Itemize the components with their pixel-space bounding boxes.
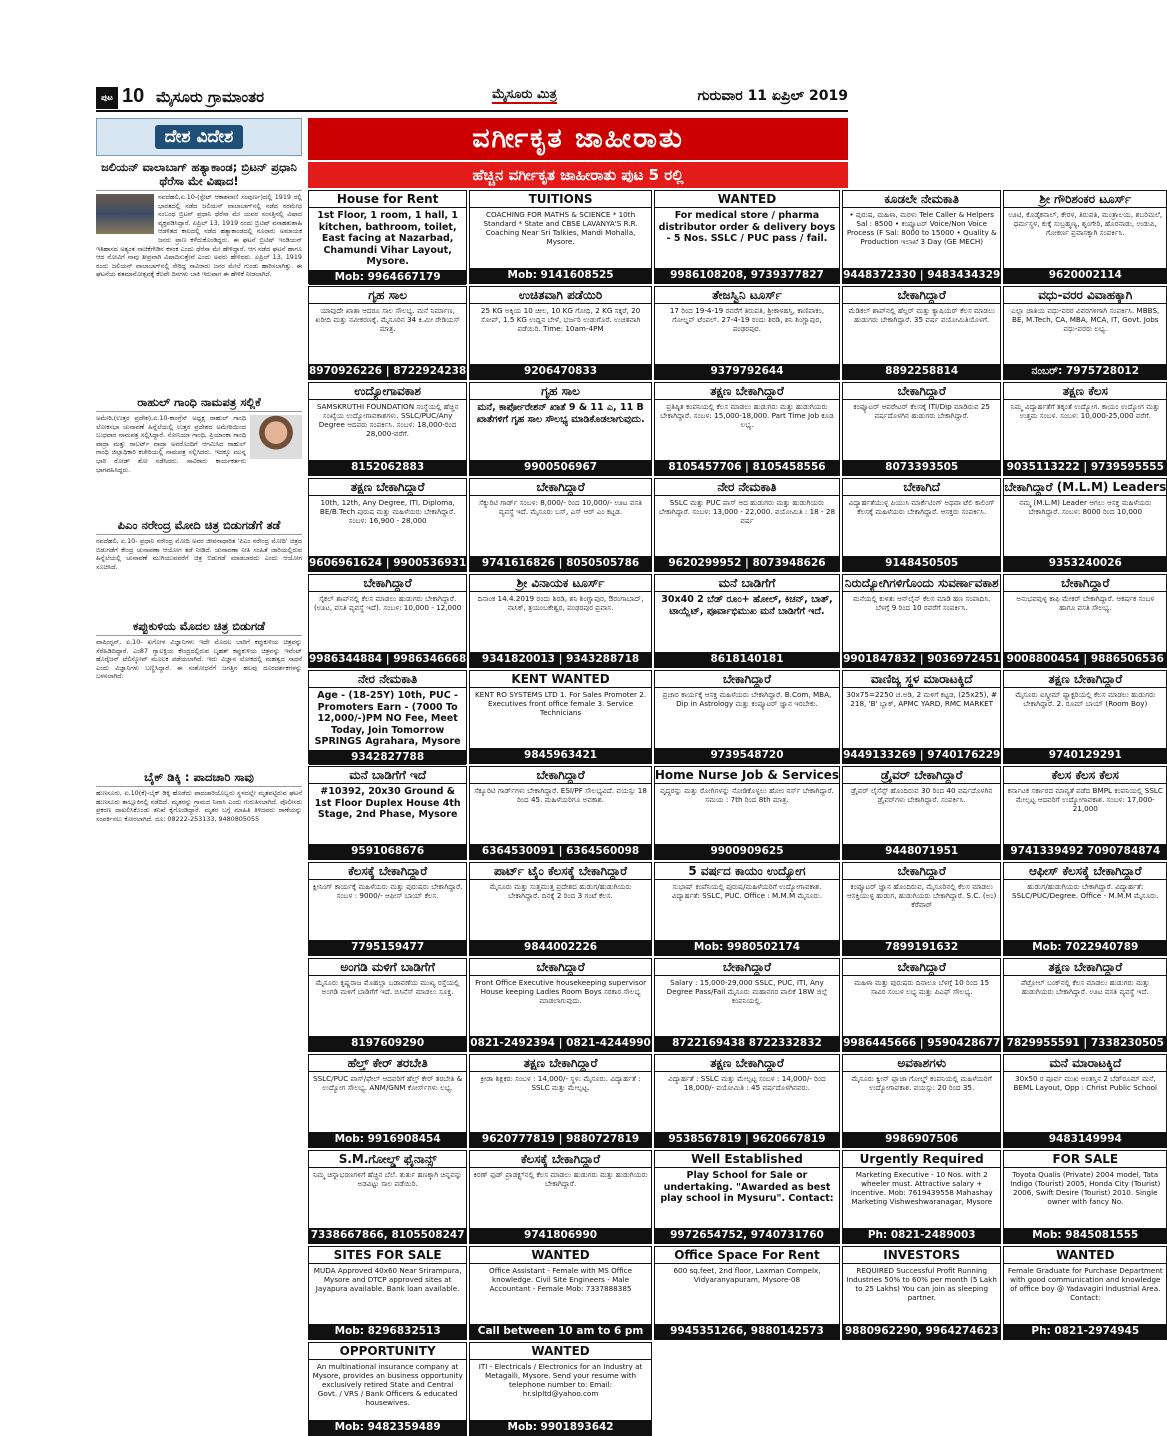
ad-title: ತಕ್ಷಣ ಬೇಕಾಗಿದ್ದಾರೆ bbox=[655, 383, 839, 400]
ad-body: Marketing Executive - 10 Nos. with 2 wheeler must. Attractive salary + incentive. Mob: 7619439558 Mahashay Marketing Vishweshwaranagar, Mysore bbox=[850, 1170, 993, 1206]
ad-body: ಮೆಡಿಕಲ್ ಶಾಪ್‌ನಲ್ಲಿ ಹೆಲ್ಪರ್ ಮತ್ತು ಕ್ಯಾಷಿಯರ್ ಕೆಲಸ ಮಾಡಲು ಹುಡುಗರು ಬೇಕಾಗಿದ್ದಾರೆ. 35 ವರ್ಷ ವಯೋಮಿತಿಯೊಳಗೆ. bbox=[848, 306, 995, 324]
ad-phone: 9986344884 | 9986346668 bbox=[309, 653, 467, 665]
ad-phone: Mob: 9964667179 bbox=[309, 270, 466, 285]
classified-ad bbox=[469, 1246, 652, 1340]
ad-body: ಪ್ರತಿಷ್ಠಿತ ಕಂಪನಿಯಲ್ಲಿ ಕೆಲಸ ಮಾಡಲು ಹುಡುಗರು ಮತ್ತು ಹುಡುಗಿಯರು ಬೇಕಾಗಿದ್ದಾರೆ. ಸಂಬಳ: 15,000-18,000. Part Time Job ಕೂಡ ಲಭ್ಯ. bbox=[660, 402, 834, 429]
ad-title: ತಕ್ಷಣ ಬೇಕಾಗಿದ್ದಾರೆ bbox=[655, 1055, 839, 1072]
classified-ad bbox=[1003, 382, 1167, 476]
ad-title: ತಕ್ಷಣ ಬೇಕಾಗಿದ್ದಾರೆ bbox=[1004, 671, 1166, 688]
classified-ad bbox=[469, 1342, 652, 1436]
ad-body: ಕ್ಲೀನಿಂಗ್ ಕಾರ್ಯಕ್ಕೆ ಮಹಿಳೆಯರು ಮತ್ತು ಪುರುಷರು ಬೇಕಾಗಿದ್ದಾರೆ. ಸಂಬಳ : 9000/- ಆಫೀಸ್ ಬಾಯ್ ಕೆಲಸ. bbox=[312, 882, 463, 900]
ad-body: ಎಲ್ಲಾ ಜಾತಿಯ ವಧು-ವರರ ವಿವರಗಳಿಗಾಗಿ ಸಂಪರ್ಕಿಸಿ. MBBS, BE, M.Tech, CA, MBA, MCA, IT, Govt. Jobs ವಧು-ವರರು ಲಭ್ಯ. bbox=[1011, 306, 1160, 333]
ad-body: ವಿದ್ಯಾರ್ಹತೆಯುಳ್ಳ ಪಿಯುಸಿ ಮಾರ್ಕೆಟಿಂಗ್ ಅಥವಾ ಟೆಲಿ ಕಾಲಿಂಗ್ ಕೆಲಸಕ್ಕೆ ಮಹಿಳೆಯರು ಬೇಕಾಗಿದ್ದಾರೆ. ಆಸಕ್ತರು ಸಂಪರ್ಕಿಸಿ. bbox=[848, 498, 995, 516]
classified-ad bbox=[308, 1246, 467, 1340]
ad-phone: 8197609290 bbox=[309, 1036, 466, 1051]
ad-phone: 7795159477 bbox=[309, 940, 466, 955]
ad-phone: 9880962290, 9964274623 bbox=[844, 1325, 999, 1337]
ad-title: ಶ್ರೀ ವಿನಾಯಕ ಟೂರ್ಸ್ bbox=[470, 575, 651, 592]
ad-phone: 9986108208, 9739377827 bbox=[655, 268, 839, 283]
ad-body: 1st Floor, 1 room, 1 hall, 1 kitchen, bathroom, toilet, East facing at Nazarbad, Chamundi Vihar Layout, Mysore. bbox=[317, 210, 458, 267]
classified-ad bbox=[469, 478, 652, 572]
ad-phone: 9148450505 bbox=[843, 556, 1000, 571]
news-brand-label: ದೇಶ ವಿದೇಶ bbox=[155, 125, 244, 149]
ad-body: ಕಿರಣ್ ಫುಡ್ ಪ್ರಾಡಕ್ಟ್ಸ್‌ನಲ್ಲಿ ಕೆಲಸ ಮಾಡಲು ಹುಡುಗರು ಮತ್ತು ಹುಡುಗಿಯರು ಬೇಕಾಗಿದ್ದಾರೆ. bbox=[473, 1170, 648, 1188]
ad-title: WANTED bbox=[1004, 1247, 1166, 1264]
classified-ad bbox=[469, 766, 652, 860]
ad-title: ನೇರ ನೇಮಕಾತಿ bbox=[655, 479, 839, 496]
ad-phone: 9845963421 bbox=[470, 748, 651, 763]
page-label: ಪುಟ bbox=[96, 87, 118, 109]
ad-body: ನಿಮ್ಮ ವಿದ್ಯಾರ್ಹತೆಗೆ ತಕ್ಕಂತೆ ಉದ್ಯೋಗ. ಕಾಯಂ ಉದ್ಯೋಗ ಮತ್ತು ಉತ್ತಮ ಸಂಬಳ. ಸಂಬಳ: 10,000-25,000 ವರೆಗೆ. bbox=[1010, 402, 1160, 420]
classified-ad bbox=[308, 1150, 467, 1244]
classified-ad bbox=[1003, 574, 1167, 668]
ad-title: 5 ವರ್ಷದ ಕಾಯಂ ಉದ್ಯೋಗ bbox=[655, 863, 839, 880]
ad-title: ಮನೆ ಬಾಡಿಗೆಗೆ ಇದೆ bbox=[309, 767, 466, 784]
story-body: ವಾಷಿಂಗ್ಟನ್, ಏ.10- ಖಗೋಳ ವಿಜ್ಞಾನಿಗಳು ಇದೇ ಮೊದಲ ಬಾರಿಗೆ ಕಪ್ಪುಕುಳಿಯ ಚಿತ್ರವನ್ನು ಸೆರೆಹಿಡಿದಿದ್ದಾರೆ. ಎಂ87 ಗ್ಯಾಲಕ್ಸಿಯ ಕೇಂದ್ರದಲ್ಲಿರುವ ಬೃಹತ್ ಕಪ್ಪುಕುಳಿಯ ಚಿತ್ರವನ್ನು ಇವೆಂಟ್ ಹೊರೈಜನ್ ಟೆಲಿಸ್ಕೋಪ್ ಮೂಲಕ ಪಡೆಯಲಾಗಿದೆ. ಇದು ವಿಜ್ಞಾನ ಲೋಕದಲ್ಲಿ ಮಹತ್ವದ ಸಾಧನೆ ಎಂದು ವಿಜ್ಞಾನಿಗಳು ಬಣ್ಣಿಸಿದ್ದಾರೆ. ಈ ಸಂಶೋಧನೆಗೆ ಜಗತ್ತಿನ ಹಲವು ದೂರದರ್ಶಕಗಳನ್ನು ಬಳಸಲಾಗಿದೆ. bbox=[96, 638, 302, 681]
classified-ad bbox=[469, 958, 652, 1052]
classified-ad bbox=[654, 1246, 840, 1340]
ad-body: SAMSKRUTHI FOUNDATION ಸಂಸ್ಥೆಯಲ್ಲಿ ಹೆಚ್ಚಿನ ಸಂಖ್ಯೆಯ ಉದ್ಯೋಗಾವಕಾಶಗಳು. SSLC/PUC/Any Degree ಆದವರು ಸಂಪರ್ಕಿಸಿ. ಸಂಬಳ: 18,000-ರಿಂದ 28,000-ವರೆಗೆ. bbox=[316, 402, 459, 438]
classified-ad bbox=[469, 382, 652, 476]
classified-ad bbox=[1003, 766, 1167, 860]
ad-title: ಬೇಕಾಗಿದ್ದಾರೆ bbox=[843, 287, 1000, 304]
ad-body: An multinational insurance company at Mysore, provides an business opportunity exclusively retired State and Central Govt. / VRS / Bank Officers & educated housewives. bbox=[312, 1362, 463, 1407]
classified-ad bbox=[469, 286, 652, 380]
classified-ad bbox=[842, 958, 1001, 1052]
classified-ad bbox=[1003, 1150, 1167, 1244]
ad-body: For medical store / pharma distributor order & delivery boys - 5 Nos. SSLC / PUC pass / fail. bbox=[658, 210, 836, 244]
ad-phone: 7338667866, 8105508247 bbox=[310, 1229, 465, 1241]
classified-ad bbox=[308, 958, 467, 1052]
classified-ad bbox=[654, 670, 840, 764]
ad-body: ಊಟಿ, ಕೊಡೈಕನಾಲ್, ಕೇರಳ, ತಿರುಪತಿ, ಮಂತ್ರಾಲಯ, ಶಬರಿಮಲೆ, ಧರ್ಮಸ್ಥಳ, ಕುಕ್ಕೆ ಸುಬ್ರಹ್ಮಣ್ಯ, ಶೃಂಗೇರಿ, ಹೊರನಾಡು, ಉಡುಪಿ, ಗೋಕರ್ಣ ಪ್ರವಾಸಕ್ಕಾಗಿ ಸಂಪರ್ಕಿಸಿ. bbox=[1008, 210, 1163, 237]
ad-phone: 8970926226 | 8722924238 bbox=[309, 365, 467, 377]
ad-title: ಮನೆ ಮಾರಾಟಕ್ಕಿದೆ bbox=[1004, 1055, 1166, 1072]
ad-phone: Ph: 0821-2974945 bbox=[1004, 1324, 1166, 1339]
ad-title: ಬೇಕಾಗಿದ್ದಾರೆ bbox=[655, 959, 839, 976]
ad-title: ಬೇಕಾಗಿದ್ದಾರೆ bbox=[470, 767, 651, 784]
ad-body: ಯಾವುದೇ ಖಾತಾ ಆದರೂ ಸಾಲ ಸೌಲಭ್ಯ. ಮನೆ ನಿರ್ಮಾಣ, ಖರೀದಿ ಮತ್ತು ನವೀಕರಣಕ್ಕೆ. ಮೈಸೂರಿನ 34 ಕಿ.ಮೀ ರೇಡಿಯಸ್ ಮಾತ್ರ. bbox=[315, 306, 460, 333]
ad-body: ಕರ್ನಾಟಕ ಸರ್ಕಾರದ ಮಾನ್ಯತೆ ಪಡೆದ BMPL ಕಂಪನಿಯಲ್ಲಿ SSLC ಮೇಲ್ಪಟ್ಟ ಆದವರಿಗೆ ಉದ್ಯೋಗಾವಕಾಶ. ಸಂಬಳ: 17,000-21,000 bbox=[1007, 786, 1163, 813]
story-body: ನವದೆಹಲಿ,ಏ.10-(ಸ್ಟೇಟ್ ಆಕಾಶವಾಣಿ ಸಂಪುರ್ಣ)ದಲ್ಲಿ 1919 ರಲ್ಲಿ ಭಾರತದಲ್ಲಿ ನಡೆದ ಜಲಿಯನ್ ವಾಲಾಬಾಗ್‌ನಲ್ಲಿ ನಡೆದ ನರಮೇಧ ಸಂಬಂಧ ಬ್ರಿಟನ್ ಪ್ರಧಾನಿ ಥೆರೆಸಾ ಮೇ ಯವರ ಸಂಸತ್ತಿನಲ್ಲಿ ವಿಷಾದ ವ್ಯಕ್ತಪಡಿಸಿದ್ದಾರೆ. ಏಪ್ರಿಲ್ 13, 1919 ರಂದು ಬ್ರಿಟಿಷ್ ವಸಾಹತುಶಾಹಿ ಆಡಳಿತದ ಕಾಲದಲ್ಲಿ ನಡೆದ ಹತ್ಯಾಕಾಂಡದಲ್ಲಿ ನೂರಾರು ಅಮಾಯಕ ಜನರು ಪ್ರಾಣ ಕಳೆದುಕೊಂಡಿದ್ದರು. ಈ ಘಟನೆ ಬ್ರಿಟಿಷ್ ಇಂಡಿಯನ್ ಇತಿಹಾಸದ ಅತ್ಯಂತ ನಾಚಿಕೆಗೇಡಿನ ಕಳಂಕ ಎಂದು ಥೆರೆಸಾ ಮೇ ಹೇಳಿದ್ದಾರೆ. ಆಗ ನಡೆದ ಘಟನೆ ಹಾಗೂ ಆದ ನೋವಿಗೆ ನಾವು ತೀವ್ರವಾಗಿ ವಿಷಾದಿಸುತ್ತೇವೆ ಎಂದು ಅವರು ಹೇಳಿದರು. ಏಪ್ರಿಲ್ 13, 1919 ರಂದು ಜಲಿಯನ್ ವಾಲಾಬಾಗ್‌ನಲ್ಲಿ ಸೇರಿದ್ದ ಸಾವಿರಾರು ಜನರ ಮೇಲೆ ಗುಂಡು ಹಾರಿಸಲಾಗಿತ್ತು. ಈ ಘಟನೆಯ ಶತಮಾನೋತ್ಸವಕ್ಕೆ ಕೆಲವೇ ದಿನಗಳು ಬಾಕಿ ಇರುವಾಗ ಈ ಹೇಳಿಕೆ ನೀಡಲಾಗಿದೆ. bbox=[96, 193, 302, 279]
ad-body: 30x75=2250 ಚ.ಅಡಿ, 2 ಮಳಿಗೆ ಕಟ್ಟಡ, (25x25), # 218, 'B' ಬ್ಲಾಕ್, APMC YARD, RMC MARKET bbox=[846, 690, 997, 708]
ad-title: Well Established bbox=[655, 1151, 839, 1168]
ad-phone: Mob: 9916908454 bbox=[309, 1132, 466, 1147]
ad-title: ವಧು-ವರರ ವಿವಾಹಕ್ಕಾಗಿ bbox=[1004, 287, 1166, 304]
ad-phone: Ph: 0821-2489003 bbox=[843, 1228, 1000, 1243]
ad-title: ಬೇಕಾಗಿದೆ bbox=[843, 479, 1000, 496]
ad-title: ಬೇಕಾಗಿದ್ದಾರೆ bbox=[843, 863, 1000, 880]
newspaper-logo: ಮೈಸೂರು ಮಿತ್ರ bbox=[492, 87, 557, 102]
ad-phone: 7899191632 bbox=[843, 940, 1000, 955]
classified-ad bbox=[469, 574, 652, 668]
ad-body: ಕ್ರೀಡಾ ಶಿಕ್ಷಕರು ಸಂಬಳ : 14,000/- ಸ್ಥಳ: ಮೈಸೂರು. ವಿದ್ಯಾರ್ಹತೆ : SSLC ಮತ್ತು ಮೇಲ್ಪಟ್ಟ. bbox=[480, 1074, 641, 1092]
ad-body: ನಮ್ಮ (M.L.M) Leader ಆಗಲು ಆಸಕ್ತ ಮಹಿಳೆಯರು ಬೇಕಾಗಿದ್ದಾರೆ. ಸಂಬಳ: 8000 ರಿಂದ 10,000 bbox=[1019, 498, 1152, 516]
ad-body: ಪ್ರಚಾರ ಕಾರ್ಯಕ್ಕೆ ಆಸಕ್ತ ಮಹಿಳೆಯರು ಬೇಕಾಗಿದ್ದಾರೆ. B.Com, MBA, Dip in Astrology ಮತ್ತು ಕಂಪ್ಯೂಟರ್ ಜ್ಞಾನ ಇರಬೇಕು. bbox=[662, 690, 832, 708]
story-headline: ರಾಹುಲ್ ಗಾಂಧಿ ನಾಮಪತ್ರ ಸಲ್ಲಿಕೆ bbox=[96, 395, 302, 412]
ad-body: COACHING FOR MATHS & SCIENCE * 10th Standard * State and CBSE LAVANYA'S R.R. Coaching Near Sri Talkies, Mandi Mohalla, Mysore. bbox=[483, 210, 638, 246]
classified-ad bbox=[308, 382, 467, 476]
ad-body: ಡ್ರೈವರ್ ಲೈಸೆನ್ಸ್ ಹೊಂದಿರುವ 30 ರಿಂದ 40 ವರ್ಷದೊಳಗಿನ ಡ್ರೈವರ್‌ಗಳು ಬೇಕಾಗಿದ್ದಾರೆ. ಸಂಪರ್ಕಿಸಿ. bbox=[851, 786, 993, 804]
ad-phone: 9740129291 bbox=[1004, 748, 1166, 763]
classified-ad bbox=[654, 190, 840, 284]
ad-body: ಸೈಕಲ್ ಶಾಪ್‌ನಲ್ಲಿ ಕೆಲಸ ಮಾಡಲು ಹುಡುಗರು ಬೇಕಾಗಿದ್ದಾರೆ. (ಊಟ, ವಸತಿ ವ್ಯವಸ್ಥೆ ಇದೆ). ಸಂಬಳ: 10,000 - 12,000 bbox=[313, 594, 462, 612]
ad-phone: 9206470833 bbox=[470, 364, 651, 379]
ad-phone: 9353240026 bbox=[1004, 556, 1166, 571]
classified-ad bbox=[308, 574, 467, 668]
classified-ad bbox=[842, 1246, 1001, 1340]
ad-phone: 6364530091 | 6364560098 bbox=[470, 844, 651, 859]
ad-body: 600 sq.feet, 2nd floor, Laxman Compelx, Vidyaranyapuram, Mysore-08 bbox=[673, 1266, 821, 1284]
ad-phone: 9741339492 7090784874 bbox=[1004, 844, 1166, 859]
ad-title: ಬೇಕಾಗಿದ್ದಾರೆ bbox=[1004, 575, 1166, 592]
classified-ad bbox=[654, 1150, 840, 1244]
ad-title: WANTED bbox=[470, 1343, 651, 1360]
ad-body: ಮೈಸೂರು ಮತ್ತು ಸುತ್ತಮುತ್ತ ಪ್ರದೇಶದ ಹುಡುಗ/ಹುಡುಗಿಯರು ಬೇಕಾಗಿದ್ದಾರೆ. ದಿನಕ್ಕೆ 2 ರಿಂದ 3 ಗಂಟೆ ಕೆಲಸ. bbox=[489, 882, 632, 900]
ad-phone: 9342827788 bbox=[309, 750, 466, 765]
classified-ad bbox=[1003, 286, 1167, 380]
ad-phone: Mob: 9901893642 bbox=[470, 1420, 651, 1435]
ad-phone: 8892258814 bbox=[843, 364, 1000, 379]
ad-title: Urgently Required bbox=[843, 1151, 1000, 1168]
ad-body: Female Graduate for Purchase Department with good communication and knowledge of office boy @ Yadavagiri Industrial Area. Contact: bbox=[1007, 1266, 1163, 1302]
ad-title: ಬೇಕಾಗಿದ್ದಾರೆ (M.L.M) Leaders bbox=[1004, 480, 1167, 494]
ad-body: 10th, 12th, Any Degree, ITI, Diploma, BE/B.Tech ಪುರುಷ ಮತ್ತು ಮಹಿಳೆಯರು ಬೇಕಾಗಿದ್ದಾರೆ. ಸಂಬಳ: 16,900 - 28,000 bbox=[319, 498, 456, 525]
classified-ad bbox=[1003, 862, 1167, 956]
ad-body: ಸುಭಾಷ್ ಕಂಪೆನಿಯಲ್ಲಿ ಪುರುಷ/ಮಹಿಳೆಯರಿಗೆ ಉದ್ಯೋಗಾವಕಾಶ. ವಿದ್ಯಾರ್ಹತೆ: SSLC, PUC. Office : M.M.M ಮೈಸೂರು. bbox=[671, 882, 823, 900]
classified-ad bbox=[308, 1054, 467, 1148]
ad-title: ವಾಣಿಜ್ಯ ಸ್ಥಳ ಮಾರಾಟಕ್ಕಿದೆ bbox=[843, 671, 1000, 688]
ad-phone: 9035113222 | 9739595555 bbox=[1004, 460, 1166, 475]
ad-body: Toyota Qualis (Private) 2004 model, Tata Indigo (Tourist) 2005, Honda City (Tourist) 2006, Swift Desire (Tourist) 2010. Single owner with fancy No. bbox=[1010, 1170, 1161, 1206]
ad-body: MUDA Approved 40x60 Near Srirampura, Mysore and DTCP approved sites at Jayapura available. Bank loan available. bbox=[313, 1266, 462, 1293]
classified-ad bbox=[654, 478, 840, 572]
ad-title: ಕೆಲಸಕ್ಕೆ ಬೇಕಾಗಿದ್ದಾರೆ bbox=[470, 1151, 651, 1168]
ad-phone: 9448372330 | 9483434329 bbox=[843, 269, 1001, 281]
classified-ad bbox=[654, 382, 840, 476]
classified-ad bbox=[654, 958, 840, 1052]
ad-title: ಕೂಡಲೇ ನೇಮಕಾತಿ bbox=[843, 191, 1000, 208]
news-story bbox=[96, 518, 302, 615]
classified-ad bbox=[1003, 958, 1167, 1052]
ad-title: ಉದ್ಯೋಗಾವಕಾಶ bbox=[309, 383, 466, 400]
masthead bbox=[96, 84, 848, 112]
ad-body: ವೃದ್ಧರನ್ನು ಮತ್ತು ರೋಗಿಗಳನ್ನು ನೋಡಿಕೊಳ್ಳಲು ಹೋಂ ನರ್ಸ್ ಬೇಕಾಗಿದ್ದಾರೆ. ಸಮಯ : 7th ರಿಂದ 8th ಮಾತ್ರ. bbox=[660, 786, 834, 804]
classified-ad bbox=[1003, 1054, 1167, 1148]
ad-phone: Mob: 8296832513 bbox=[309, 1324, 466, 1339]
ad-phone: 9379792644 bbox=[655, 364, 839, 379]
story-headline: ಕಪ್ಪುಕುಳಿಯ ಮೊದಲ ಚಿತ್ರ ಬಿಡುಗಡೆ bbox=[96, 619, 302, 636]
ad-body: SSLC ಮತ್ತು PUC ಪಾಸ್ ಆದ ಹುಡುಗರು ಮತ್ತು ಹುಡುಗಿಯರು ಬೇಕಾಗಿದ್ದಾರೆ. ಸಂಬಳ: 13,000 - 22,000. ವಯೋಮಿತಿ : 18 - 28 ವರ್ಷ bbox=[658, 498, 836, 525]
ad-body: ನಿಮ್ಮ ಚಿನ್ನಾಭರಣಗಳಿಗೆ ಹೆಚ್ಚಿನ ಬೆಲೆ. ತುರ್ತು ಹಣಕ್ಕಾಗಿ ಚಿನ್ನವನ್ನು ಅಡವಿಟ್ಟು ಸಾಲ ಪಡೆಯಿರಿ. bbox=[313, 1170, 463, 1188]
news-story bbox=[96, 395, 302, 514]
ad-title: SITES FOR SALE bbox=[309, 1247, 466, 1264]
classified-ad bbox=[842, 766, 1001, 860]
ad-phone: Mob: 9980502174 bbox=[655, 940, 839, 955]
ad-title: ಉಚಿತವಾಗಿ ಪಡೆಯಿರಿ bbox=[470, 287, 651, 304]
ad-title: WANTED bbox=[470, 1247, 651, 1264]
ad-phone: 9900506967 bbox=[470, 460, 651, 475]
ad-title: ತಕ್ಷಣ ಬೇಕಾಗಿದ್ದಾರೆ bbox=[309, 479, 466, 496]
ad-phone: Call between 10 am to 6 pm bbox=[470, 1324, 651, 1339]
ad-body: ಕಂಪ್ಯೂಟರ್ ಜ್ಞಾನ ಹೊಂದಿರುವ, ಮೈಸೂರಿನಲ್ಲಿ ಕೆಲಸ ಮಾಡಲು ಆಸಕ್ತಿಯುಳ್ಳ ಹುಡುಗ, ಹುಡುಗಿಯರು ಬೇಕಾಗಿದ್ದಾರೆ. S.C. (ಅಂ) ಕೆರೆವಾರ್ bbox=[847, 882, 997, 909]
ad-body: ITI - Electricals / Electronics for an Industry at Metagalli, Mysore. Send your resume with telephone number to: Email: hr.slpltd@yahoo.com bbox=[478, 1362, 643, 1398]
news-story bbox=[96, 160, 302, 391]
portrait-photo bbox=[250, 415, 302, 459]
ad-body: 30x40 2 ಬೆಡ್ ರೂಂ+ ಹೋಲ್, ಕಿಚನ್, ಬಾತ್, ಟಾಯ್ಲೆಟ್, ಪೂರ್ವಾಭಿಮುಖ ಮನೆ ಬಾಡಿಗೆಗೆ ಇದೆ. bbox=[661, 594, 833, 617]
classified-ad bbox=[469, 1054, 652, 1148]
ad-title: ಗೃಹ ಸಾಲ bbox=[309, 287, 466, 304]
ad-body: ಮನೆ, ಕಾರ್ಪೋರೇಶನ್ ಖಾತೆ 9 & 11 ಎ, 11 B ಖಾತೆಗಳಿಗೆ ಗೃಹ ಸಾಲ ಸೌಲಭ್ಯ ಮಾಡಿಕೊಡಲಾಗುವುದು. bbox=[476, 402, 645, 425]
ad-title: ಬೇಕಾಗಿದ್ದಾರೆ bbox=[309, 575, 466, 592]
classified-ad bbox=[1003, 670, 1167, 764]
classified-ad bbox=[308, 286, 467, 380]
ad-title: ಹೆಲ್ತ್ ಕೇರ್ ತರಬೇತಿ bbox=[309, 1055, 466, 1072]
classified-ad bbox=[308, 1342, 467, 1436]
ad-body: ಮನೆಯಲ್ಲಿ ಕುಳಿತು ಆನ್‌ಲೈನ್ ಕೆಲಸ ಮಾಡಿ ಹಣ ಸಂಪಾದಿಸಿ. ಬೆಳಗ್ಗೆ 9 ರಿಂದ 10 ರವರೆಗೆ ಸಂಪರ್ಕಿಸಿ. bbox=[852, 594, 991, 612]
story-body: ಅಮೇಠಿ,(ಉತ್ತರ ಪ್ರದೇಶ),ಏ.10-ಕಾಂಗ್ರೆಸ್ ಅಧ್ಯಕ್ಷ ರಾಹುಲ್ ಗಾಂಧಿ ಲೋಕಸಭಾ ಚುನಾವಣೆ ಹಿನ್ನೆಲೆಯಲ್ಲಿ ಉತ್ತರ ಪ್ರದೇಶದ ಅಮೇಠಿಯಿಂದ ಬುಧವಾರ ನಾಮಪತ್ರ ಸಲ್ಲಿಸಿದ್ದಾರೆ. ಸೋನಿಯಾ ಗಾಂಧಿ, ಪ್ರಿಯಾಂಕಾ ಗಾಂಧಿ ವಾದ್ರಾ ಮತ್ತು ರಾಬರ್ಟ್ ವಾದ್ರಾ ಅವರೊಂದಿಗೆ ಆಗಮಿಸಿದ ರಾಹುಲ್ ಗಾಂಧಿ ಜಿಲ್ಲಾಧಿಕಾರಿ ಕಚೇರಿಯಲ್ಲಿ ನಾಮಪತ್ರ ಸಲ್ಲಿಸಿದರು. ಇದಕ್ಕೂ ಮುನ್ನ ಭಾರಿ ರೋಡ್ ಶೋ ನಡೆಸಿದರು. ಸಾವಿರಾರು ಕಾರ್ಯಕರ್ತರು ಭಾಗವಹಿಸಿದ್ದರು. bbox=[96, 414, 246, 474]
ad-title: ತೇಜಸ್ವಿನಿ ಟೂರ್ಸ್ bbox=[655, 287, 839, 304]
ad-body: ವಿದ್ಯಾರ್ಹತೆ : SSLC ಮತ್ತು ಮೇಲ್ಪಟ್ಟ ಸಂಬಳ : 14,000/- ರಿಂದ 18,000/- ವಯೋಮಿತಿ : 45 ವರ್ಷದೊಳಗಿನವರು. bbox=[668, 1074, 826, 1092]
ad-body: ಮೈಸೂರು ಕೃಷ್ಣರಾಜ ಮೊಹಲ್ಲಾ ಬಡಾವಣೆಯ ಮುಖ್ಯ ರಸ್ತೆಯಲ್ಲಿ ಅಂಗಡಿ ಮಳಿಗೆ ಬಾಡಿಗೆಗೆ ಇದೆ. ಬಿಸಿನೆಸ್ ಮಾಡಲು ಸೂಕ್ತ. bbox=[315, 978, 460, 996]
ad-phone: 9620777819 | 9880727819 bbox=[470, 1132, 651, 1147]
ad-phone: 9972654752, 9740731760 bbox=[655, 1228, 839, 1243]
ad-title: Office Space For Rent bbox=[655, 1247, 839, 1264]
story-headline: ಬೈಕ್ ಡಿಕ್ಕಿ : ಪಾದಚಾರಿ ಸಾವು bbox=[96, 770, 302, 787]
ad-title: ಬೇಕಾಗಿದ್ದಾರೆ bbox=[470, 959, 651, 976]
ad-title: WANTED bbox=[655, 191, 839, 208]
ad-title: ತಕ್ಷಣ ಕೆಲಸ bbox=[1004, 383, 1166, 400]
classified-ad bbox=[308, 862, 467, 956]
news-brand bbox=[96, 118, 302, 156]
ad-phone: 7829955591 | 7338230505 bbox=[1004, 1036, 1166, 1051]
classified-ad bbox=[1003, 478, 1167, 572]
ad-phone: 9538567819 | 9620667819 bbox=[655, 1132, 839, 1147]
classified-ad bbox=[654, 574, 840, 668]
ad-title: ಡ್ರೈವರ್ ಬೇಕಾಗಿದ್ದಾರೆ bbox=[843, 767, 1000, 784]
classified-ad bbox=[842, 286, 1001, 380]
ad-phone: 9844002226 bbox=[470, 940, 651, 955]
ad-body: 25 KG ಅಕ್ಕಿಯ 10 ಚೀಲ, 10 KG ಗೋಧಿ, 2 KG ಸಕ್ಕರೆ, 20 ಸೋಪ್, 1.5 KG ಉದ್ದಿನ ಬೇಳೆ, ಭರ್ಜರಿ ಉಡುಗೊರೆ. ಉಚಿತವಾಗಿ ಪಡೆಯಿರಿ. Time: 10am-4PM bbox=[480, 306, 641, 333]
ad-phone: 9986445666 | 9590428677 bbox=[843, 1037, 1001, 1049]
ad-phone: 9591068676 bbox=[309, 844, 466, 859]
ad-body: ಮೈಸೂರು ಐಸ್ಕ್ರೀಮ್ ಫ್ಯಾಕ್ಟರಿಯಲ್ಲಿ ಕೆಲಸ ಮಾಡಲು ಹುಡುಗರು ಬೇಕಾಗಿದ್ದಾರೆ. 2. ರೂಮ್ ಬಾಯ್ (Room Boy) bbox=[1015, 690, 1156, 708]
classified-ad bbox=[842, 190, 1001, 284]
ad-phone: 9901847832 | 9036972451 bbox=[843, 653, 1001, 665]
ad-body: ಸೆಕ್ಯೂರಿಟಿ ಗಾರ್ಡ್‌ಗಳು ಬೇಕಾಗಿದ್ದಾರೆ. ESI/PF ಸೌಲಭ್ಯವಿದೆ. ವಯಸ್ಸು 18 ರಿಂದ 45. ಮಹಿಳೆಯರಿಗೂ ಅವಕಾಶ. bbox=[474, 786, 647, 804]
ad-phone: 9739548720 bbox=[655, 748, 839, 763]
ad-body: ಪೆಟ್ರೋಲ್ ಬಂಕ್‌ನಲ್ಲಿ ಕೆಲಸ ಮಾಡಲು ಹುಡುಗರು ಮತ್ತು ಹುಡುಗಿಯರು ಬೇಕಾಗಿದ್ದಾರೆ. ಊಟ ವಸತಿ ವ್ಯವಸ್ಥೆ ಇದೆ. bbox=[1020, 978, 1150, 996]
classified-ad bbox=[308, 670, 467, 764]
ad-body: • ಪುರುಷ, ಮಹಿಳಾ, ಮರಳು Tele Caller & Helpers Sal : 8500 • ಕಂಪ್ಯೂಟರ್ Voice/Non Voice Process (F Sal: 8000 to 15000 • Quality & Production ಇಲಾಖೆ 3 Day (GE MECH) bbox=[846, 210, 997, 246]
ad-body: Office Assistant - Female with MS Office knowledge. Civil Site Engineers - Male Accountant - Female Mob: 7337888385 bbox=[489, 1266, 633, 1293]
ad-body: 17 ರಿಂದ 19-4-19 ರವರೆಗೆ ತಿರುಪತಿ, ಶ್ರೀಕಾಳಹಸ್ತಿ, ಕಾಣಿಪಾಕಂ, ಗೋಲ್ಡನ್ ಟೆಂಪಲ್. 27-4-19 ರಂದು ಶಿರಡಿ, ಶನಿ ಶಿಂಗ್ಣಾಪುರ, ಪಂಢರಪುರ. bbox=[669, 306, 825, 333]
classified-ad bbox=[654, 1054, 840, 1148]
ad-body: Salary : 15,000-29,000 SSLC, PUC, ITI, Any Degree Pass/Fail ಮೈಸೂರು ಮಹಾನಗರ ಪಾಲಿಕೆ 18W ಜಿಲ್ಲೆ ಕಂಪನಿಯಲ್ಲಿ. bbox=[666, 978, 828, 1005]
ad-title: House for Rent bbox=[309, 191, 466, 208]
story-headline: ಜಲಿಯನ್ ವಾಲಾಬಾಗ್ ಹತ್ಯಾಕಾಂಡ; ಬ್ರಿಟನ್ ಪ್ರಧಾನಿ ಥೆರೆಸಾ ಮೇ ವಿಷಾದ! bbox=[96, 160, 302, 191]
ad-title: ಅವಕಾಶಗಳು bbox=[843, 1055, 1000, 1072]
ad-body: ಹುಡುಗ/ಹುಡುಗಿಯರು ಬೇಕಾಗಿದ್ದಾರೆ. ವಿದ್ಯಾರ್ಹತೆ: SSLC/PUC/Degree. Office - M.M.M ಮೈಸೂರು. bbox=[1011, 882, 1159, 900]
ad-body: REQUIRED Successful Profit Running Industries 50% to 60% per month (5 Lakh to 25 Lakhs) You can join as sleeping partner. bbox=[846, 1266, 997, 1302]
ad-body: ಸೆಕ್ಯುರಿಟಿ ಗಾರ್ಡ್ ಸಂಬಳ: 8,000/- ರಿಂದ 10,000/- ಊಟ ವಸತಿ ವ್ಯವಸ್ಥೆ ಇದೆ. ಮೈಸೂರು ಬಸ್, ಎಸ್ ಆರ್ ಎಂ ಕಟ್ಟಡ. bbox=[479, 498, 643, 516]
ad-phone: Mob: 9845081555 bbox=[1004, 1228, 1166, 1243]
classified-ad bbox=[308, 190, 467, 284]
ad-title: ತಕ್ಷಣ ಬೇಕಾಗಿದ್ದಾರೆ bbox=[1004, 959, 1166, 976]
ad-title: ಬೇಕಾಗಿದ್ದಾರೆ bbox=[470, 479, 651, 496]
ad-phone: 8722169438 8722332832 bbox=[655, 1036, 839, 1051]
ad-phone: 9741806990 bbox=[470, 1228, 651, 1243]
ad-title: ತಕ್ಷಣ ಬೇಕಾಗಿದ್ದಾರೆ bbox=[470, 1055, 651, 1072]
ad-body: ದಿನಾಂಕ 14.4.2019 ರಂದು ಶಿರಡಿ, ಶನಿ ಶಿಂಗ್ಣಾಪುರ, ಔರಂಗಾಬಾದ್, ನಾಸಿಕ್, ತ್ರಯಂಬಕೇಶ್ವರ, ಪಂಢರಪುರ ಪ್ರವಾಸ. bbox=[477, 594, 644, 612]
ad-title: S.M.ಗೋಲ್ಡ್ ಫೈನಾನ್ಸ್ bbox=[309, 1151, 466, 1168]
ad-title: OPPORTUNITY bbox=[309, 1343, 466, 1360]
ad-phone: Mob: 7022940789 bbox=[1004, 940, 1166, 955]
newspaper-page bbox=[96, 84, 1167, 1433]
classified-ad bbox=[1003, 190, 1167, 284]
ad-title: ಕೆಲಸಕ್ಕೆ ಬೇಕಾಗಿದ್ದಾರೆ bbox=[309, 863, 466, 880]
classifieds-section bbox=[308, 118, 1167, 1433]
section-title: ಮೈಸೂರು ಗ್ರಾಮಾಂತರ bbox=[156, 88, 265, 106]
classified-ad bbox=[654, 286, 840, 380]
classified-ad bbox=[469, 862, 652, 956]
ad-title: ಅಂಗಡಿ ಮಳಿಗೆ ಬಾಡಿಗೆಗೆ bbox=[309, 959, 466, 976]
ad-phone: 9449133269 | 9740176229 bbox=[843, 749, 1001, 761]
ad-title: ಬೇಕಾಗಿದ್ದಾರೆ bbox=[843, 383, 1000, 400]
ad-title: ಪಾರ್ಟ್ ಟೈಂ ಕೆಲಸಕ್ಕೆ ಬೇಕಾಗಿದ್ದಾರೆ bbox=[470, 863, 651, 880]
ad-title: ನಿರುದ್ಯೋಗಿಗಳಿಗೊಂದು ಸುವರ್ಣಾವಕಾಶ bbox=[844, 576, 999, 590]
parliament-photo bbox=[96, 194, 154, 234]
ad-phone: 8105457706 | 8105458556 bbox=[655, 460, 839, 475]
ad-phone: 9945351266, 9880142573 bbox=[655, 1324, 839, 1339]
ad-body: #10392, 20x30 Ground & 1st Floor Duplex House 4th Stage, 2nd Phase, Mysore bbox=[314, 786, 461, 820]
story-headline: ಪಿಎಂ ನರೇಂದ್ರ ಮೋದಿ ಚಿತ್ರ ಬಿಡುಗಡೆಗೆ ತಡೆ bbox=[96, 518, 302, 535]
classified-ad bbox=[842, 862, 1001, 956]
story-body: ನವದೆಹಲಿ, ಏ.10- ಪ್ರಧಾನಿ ನರೇಂದ್ರ ಮೋದಿ ಅವರ ಜೀವನಾಧಾರಿತ 'ಪಿಎಂ ನರೇಂದ್ರ ಮೋದಿ' ಚಿತ್ರದ ಬಿಡುಗಡೆಗೆ ಕೇಂದ್ರ ಚುನಾವಣಾ ಆಯೋಗ ತಡೆ ನೀಡಿದೆ. ಚುನಾವಣಾ ನೀತಿ ಸಂಹಿತೆ ಜಾರಿಯಲ್ಲಿರುವ ಹಿನ್ನೆಲೆಯಲ್ಲಿ ಚುನಾವಣೆ ಮುಗಿಯುವವರೆಗೆ ಚಿತ್ರ ಬಿಡುಗಡೆ ಮಾಡಬಾರದು ಎಂದು ಆಯೋಗ ಸೂಚಿಸಿದೆ. bbox=[96, 537, 302, 571]
classifieds-subbanner: ಹೆಚ್ಚಿನ ವರ್ಗೀಕೃತ ಜಾಹೀರಾತು ಪುಟ 5 ರಲ್ಲಿ bbox=[308, 160, 848, 188]
ad-title: TUITIONS bbox=[470, 191, 651, 208]
ad-body: Age - (18-25Y) 10th, PUC - Promoters Earn - (7000 To 12,000/-)PM NO Fee, Meet Today, Join Tomorrow SPRINGS Agrahara, Mysore bbox=[314, 690, 461, 747]
classified-ad bbox=[842, 382, 1001, 476]
ad-body: 30x50 ರ ಪೂರ್ವ ಮುಖ ಅಂತಸ್ತಿನ 2 ಬೆಡ್‌ರೂಮ್ ಮನೆ, BEML Layout, Opp : Christ Public School bbox=[1013, 1074, 1158, 1092]
ad-grid bbox=[308, 190, 1167, 1436]
classified-ad bbox=[842, 1150, 1001, 1244]
ad-title: ಶ್ರೀ ಗೌರಿಶಂಕರ ಟೂರ್ಸ್ bbox=[1004, 191, 1166, 208]
ad-phone: 9448071951 bbox=[843, 844, 1000, 859]
ad-title: ಬೇಕಾಗಿದ್ದಾರೆ bbox=[655, 671, 839, 688]
ad-phone: 8073393505 bbox=[843, 460, 1000, 475]
classified-ad bbox=[842, 1054, 1001, 1148]
ad-body: Play School for Sale or undertaking. "Awarded as best play school in Mysuru". Contact: bbox=[660, 1170, 834, 1204]
ad-phone: 9483149994 bbox=[1004, 1132, 1166, 1147]
classified-ad bbox=[1003, 1246, 1167, 1340]
story-body: ಹುಣಸೂರು, ಏ.10(ಕೆ)-ಬೈಕ್ ಡಿಕ್ಕಿ ಹೊಡೆದು ಪಾದಚಾರಿಯೊಬ್ಬರು ಸ್ಥಳದಲ್ಲೇ ಮೃತಪಟ್ಟಿರುವ ಘಟನೆ ಹುಣಸೂರು ತಾಲ್ಲೂಕಿನಲ್ಲಿ ನಡೆದಿದೆ. ಮೃತರನ್ನು ಗ್ರಾಮದ ನಿವಾಸಿ ಎಂದು ಗುರುತಿಸಲಾಗಿದೆ. ಪೊಲೀಸರು ಪ್ರಕರಣ ದಾಖಲಿಸಿಕೊಂಡು ತನಿಖೆ ಕೈಗೊಂಡಿದ್ದಾರೆ. ಮೃತರ ಬಗ್ಗೆ ಮಾಹಿತಿ ತಿಳಿದವರು ಠಾಣೆಯನ್ನು ಸಂಪರ್ಕಿಸಲು ಕೋರಲಾಗಿದೆ. ದೂ: 08222-253133, 9480805055 bbox=[96, 789, 302, 823]
ad-body: Front Office Executive housekeeping supervisor House keeping Ladies Room Boys ಸರಕಾರ ಸೌಲಭ್ಯ ಮಾಡಲಾಗುವುದು. bbox=[475, 978, 647, 1005]
ad-title: INVESTORS bbox=[843, 1247, 1000, 1264]
ad-title: ಕೆಲಸ ಕೆಲಸ ಕೆಲಸ bbox=[1004, 767, 1166, 784]
ad-title: Home Nurse Job & Services bbox=[654, 768, 840, 782]
ad-body: KENT RO SYSTEMS LTD 1. For Sales Promoter 2. Executives front office female 3. Service Technicians bbox=[474, 690, 647, 717]
ad-phone: 9986907506 bbox=[843, 1132, 1000, 1147]
classified-ad bbox=[654, 862, 840, 956]
ad-body: ಮಹಿಳಾ ಮತ್ತು ಪುರುಷರು ದಿನಾಲೂ ಬೆಳಗ್ಗೆ 10 ರಿಂದ 15 ಸಾವಿರ ಸಂಬಳ ಲಭ್ಯ ಮತ್ತು ಪಿಎಫ್ ಸೌಲಭ್ಯ. bbox=[854, 978, 990, 996]
ad-phone: 8152062883 bbox=[309, 460, 466, 475]
classified-ad bbox=[308, 478, 467, 572]
ad-body: SSLC/PUC ಪಾಸ್/ಫೇಲ್ ಆದವರಿಗೆ ಹೆಲ್ತ್ ಕೇರ್ ತರಬೇತಿ & ಉದ್ಯೋಗ ಸೌಲಭ್ಯ. ANM/GNM ಕೋರ್ಸ್‌ಗಳು ಲಭ್ಯ. bbox=[313, 1074, 463, 1092]
ad-phone: ನಂಬರ್: 7975728012 bbox=[1004, 364, 1166, 379]
classified-ad bbox=[308, 766, 467, 860]
ad-title: ಆಫೀಸ್ ಕೆಲಸಕ್ಕೆ ಬೇಕಾಗಿದ್ದಾರೆ bbox=[1004, 863, 1166, 880]
page-number: 10 bbox=[122, 85, 145, 107]
ad-phone: 9341820013 | 9343288718 bbox=[470, 652, 651, 667]
news-story bbox=[96, 770, 302, 901]
news-column bbox=[96, 118, 302, 1257]
ad-title: FOR SALE bbox=[1004, 1151, 1166, 1168]
ad-body: ಅನುಭವವುಳ್ಳ ಕಾಫಿ ಮೇಕರ್ ಬೇಕಾಗಿದ್ದಾರೆ. ಆಕರ್ಷಕ ಸಂಬಳ ಹಾಗೂ ವಸತಿ ಸೌಲಭ್ಯ. bbox=[1016, 594, 1155, 612]
classified-ad bbox=[842, 670, 1001, 764]
classified-ad bbox=[469, 1150, 652, 1244]
ad-phone: 9741616826 | 8050505786 bbox=[470, 556, 651, 571]
ad-phone: Mob: 9482359489 bbox=[309, 1420, 466, 1435]
ad-phone: 9008800454 | 9886506536 bbox=[1004, 652, 1166, 667]
classified-ad bbox=[842, 478, 1001, 572]
classified-ad bbox=[842, 574, 1001, 668]
news-story bbox=[96, 619, 302, 766]
ad-body: ಕಂಪ್ಯೂಟರ್ ಆಪರೇಟರ್ ಕೆಲಸಕ್ಕೆ ITI/Dip ಮಾಡಿರುವ 25 ವರ್ಷದೊಳಗಿನ ಹುಡುಗರು ಬೇಕಾಗಿದ್ದಾರೆ. bbox=[853, 402, 991, 420]
ad-phone: 9620299952 | 8073948626 bbox=[655, 556, 839, 571]
classifieds-banner: ವರ್ಗೀಕೃತ ಜಾಹೀರಾತು bbox=[308, 118, 848, 160]
classified-ad bbox=[654, 766, 840, 860]
ad-title: KENT WANTED bbox=[470, 671, 651, 688]
classified-ad bbox=[469, 190, 652, 284]
ad-phone: 9900909625 bbox=[655, 844, 839, 859]
ad-phone: 9620002114 bbox=[1004, 268, 1166, 283]
classified-ad bbox=[469, 670, 652, 764]
ad-title: ನೇರ ನೇಮಕಾತಿ bbox=[309, 671, 466, 688]
ad-title: ಬೇಕಾಗಿದ್ದಾರೆ bbox=[843, 959, 1000, 976]
ad-phone: 0821-2492394 | 0821-4244990 bbox=[470, 1037, 651, 1049]
ad-phone: 9606961624 | 9900536931 bbox=[309, 557, 467, 569]
ad-body: ಮೈಸೂರು ಕ್ವೀನ್ ಪ್ಲಾಜಾ ಗೋಲ್ಡ್ ಕಂಪನಿಯಲ್ಲಿ ಮಹಿಳೆಯರಿಗೆ ಉದ್ಯೋಗಾವಕಾಶ. ವಯಸ್ಸು: 20 ರಿಂದ 35. bbox=[851, 1074, 992, 1092]
issue-date: ಗುರುವಾರ 11 ಏಪ್ರಿಲ್ 2019 bbox=[697, 88, 848, 104]
ad-phone: 8618140181 bbox=[655, 652, 839, 667]
ad-title: ಗೃಹ ಸಾಲ bbox=[470, 383, 651, 400]
ad-phone: Mob: 9141608525 bbox=[470, 268, 651, 283]
ad-title: ಮನೆ ಬಾಡಿಗೆಗೆ bbox=[655, 575, 839, 592]
